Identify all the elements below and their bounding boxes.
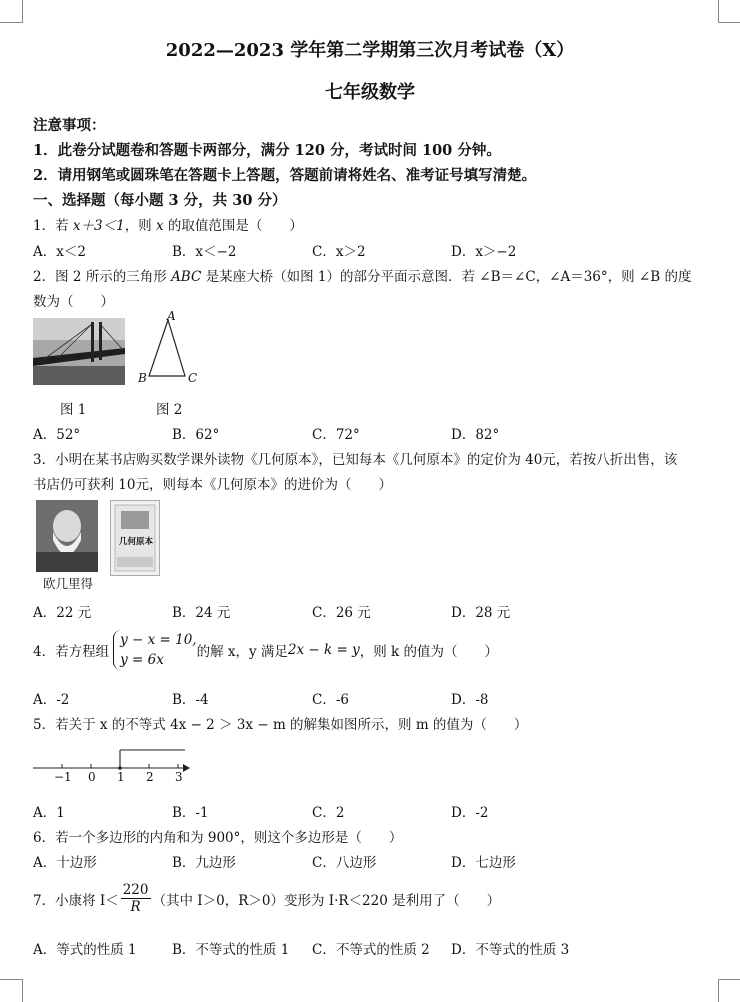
question-3-stem-line2: 书店仍可获利 10元，则每本《几何原本》的进价为（ ）	[33, 477, 392, 493]
q7-denominator: R	[130, 899, 141, 915]
q1-option-a[interactable]: A．x＜2	[33, 244, 86, 260]
q3-option-c[interactable]: C．26 元	[312, 605, 371, 621]
q2-option-b[interactable]: B．62°	[172, 427, 220, 443]
euclid-caption: 欧几里得	[43, 577, 94, 591]
q1-option-b[interactable]: B．x＜−2	[172, 244, 237, 260]
q4-text-c: ，则 k 的值为（ ）	[359, 644, 498, 660]
corner-mark-bottom-left	[0, 979, 23, 1002]
euclid-image	[36, 500, 98, 572]
corner-mark-bottom-right	[718, 979, 740, 1002]
exam-title: 2022—2023 学年第二学期第三次月考试卷（X）	[165, 40, 575, 61]
q4-equation-2: y = 6x	[120, 652, 164, 668]
q6-option-b[interactable]: B．九边形	[172, 855, 236, 871]
q7-text-b: （其中 I＞0，R＞0）变形为 I·R＜220 是利用了（ ）	[152, 892, 501, 909]
question-4-stem	[33, 630, 498, 670]
q7-fraction	[121, 882, 151, 915]
figure-1-caption: 图 1	[60, 402, 87, 418]
q2-option-c[interactable]: C．72°	[312, 427, 360, 443]
q4-equation-system	[113, 630, 197, 670]
question-6-stem: 6．若一个多边形的内角和为 900°，则这个多边形是（ ）	[33, 830, 403, 846]
q3-option-a[interactable]: A．22 元	[33, 605, 92, 621]
question-7-stem	[33, 882, 500, 915]
tick-label-0: 0	[88, 770, 96, 784]
triangle-vertex-c: C	[188, 371, 198, 385]
q7-option-c[interactable]: C．不等式的性质 2	[312, 942, 430, 958]
tick-label-neg1: −1	[54, 770, 72, 784]
q4-option-b[interactable]: B．-4	[172, 692, 209, 708]
q5-option-d[interactable]: D．-2	[451, 805, 489, 821]
q2-text-b: 是某座大桥（如图 1）的部分平面示意图．若 ∠B＝∠C，∠A＝36°，则 ∠B 的度	[201, 269, 692, 285]
figure-2-caption: 图 2	[156, 402, 183, 418]
q7-option-b[interactable]: B．不等式的性质 1	[172, 942, 290, 958]
q3-option-d[interactable]: D．28 元	[451, 605, 511, 621]
q1-expression: x＋3＜1	[72, 218, 125, 234]
q4-equation-1: y − x = 10,	[120, 632, 197, 648]
q6-option-c[interactable]: C．八边形	[312, 855, 377, 871]
question-3-stem-line1: 3．小明在某书店购买数学课外读物《几何原本》，已知每本《几何原本》的定价为 40元，若按八折出售，该	[33, 452, 678, 468]
q4-text-b: 的解 x，y 满足	[196, 644, 288, 660]
tick-label-3: 3	[175, 770, 183, 784]
q4-condition: 2x − k = y	[287, 642, 360, 658]
question-4-options	[33, 688, 733, 706]
q4-text-a: 4．若方程组	[33, 644, 110, 660]
exam-subtitle: 七年级数学	[325, 82, 415, 103]
euclid-portrait	[36, 500, 98, 572]
q7-option-a[interactable]: A．等式的性质 1	[33, 942, 137, 958]
book-title: 几何原本	[119, 537, 154, 547]
bridge-image	[33, 318, 125, 385]
q4-option-a[interactable]: A．-2	[33, 692, 70, 708]
question-1-stem	[33, 214, 303, 234]
q2-triangle-name: ABC	[171, 269, 202, 285]
q5-option-c[interactable]: C．2	[312, 805, 345, 821]
q2-option-d[interactable]: D．82°	[451, 427, 500, 443]
tick-label-2: 2	[146, 770, 154, 784]
q6-option-d[interactable]: D．七边形	[451, 855, 516, 871]
q1-variable: x	[155, 218, 164, 234]
question-2-options	[33, 423, 733, 441]
question-5-stem: 5．若关于 x 的不等式 4x − 2 ＞ 3x − m 的解集如图所示，则 m 的值为（ ）	[33, 717, 528, 733]
q3-option-b[interactable]: B．24 元	[172, 605, 231, 621]
q1-text-b: ，则	[124, 218, 156, 234]
q4-option-c[interactable]: C．-6	[312, 692, 349, 708]
q1-option-c[interactable]: C．x＞2	[312, 244, 366, 260]
q1-option-d[interactable]: D．x＞−2	[451, 244, 517, 260]
q7-numerator: 220	[122, 882, 149, 898]
notice-item-2: 2．请用钢笔或圆珠笔在答题卡上答题，答题前请将姓名、准考证号填写清楚。	[33, 167, 537, 184]
q2-text-a: 2．图 2 所示的三角形	[33, 269, 172, 285]
q2-option-a[interactable]: A．52°	[33, 427, 81, 443]
q4-option-d[interactable]: D．-8	[451, 692, 489, 708]
question-2-stem-line1	[33, 265, 691, 285]
question-2-stem-line2: 数为（ ）	[33, 294, 114, 310]
notice-item-1: 1．此卷分试题卷和答题卡两部分，满分 120 分，考试时间 100 分钟。	[33, 142, 501, 159]
question-6-options	[33, 851, 733, 869]
q1-text-a: 1．若	[33, 218, 73, 234]
q1-text-c: 的取值范围是（ ）	[163, 218, 303, 234]
corner-mark-top-right	[718, 0, 740, 23]
triangle-vertex-b: B	[138, 371, 147, 385]
question-5-options	[33, 801, 733, 819]
q5-option-a[interactable]: A．1	[33, 805, 65, 821]
q7-option-d[interactable]: D．不等式的性质 3	[451, 942, 570, 958]
question-3-options	[33, 601, 733, 619]
bridge-photo	[33, 318, 125, 385]
q5-option-b[interactable]: B．-1	[172, 805, 209, 821]
triangle-vertex-a: A	[167, 309, 176, 323]
q7-text-a: 7．小康将 I＜	[33, 892, 119, 909]
q6-option-a[interactable]: A．十边形	[33, 855, 97, 871]
question-7-options	[33, 938, 733, 956]
question-1-options	[33, 240, 733, 258]
section-heading: 一、选择题（每小题 3 分，共 30 分）	[33, 192, 287, 209]
book-cover	[110, 500, 160, 576]
corner-mark-top-left	[0, 0, 23, 23]
tick-label-1: 1	[117, 770, 125, 784]
notice-heading: 注意事项：	[33, 117, 106, 134]
